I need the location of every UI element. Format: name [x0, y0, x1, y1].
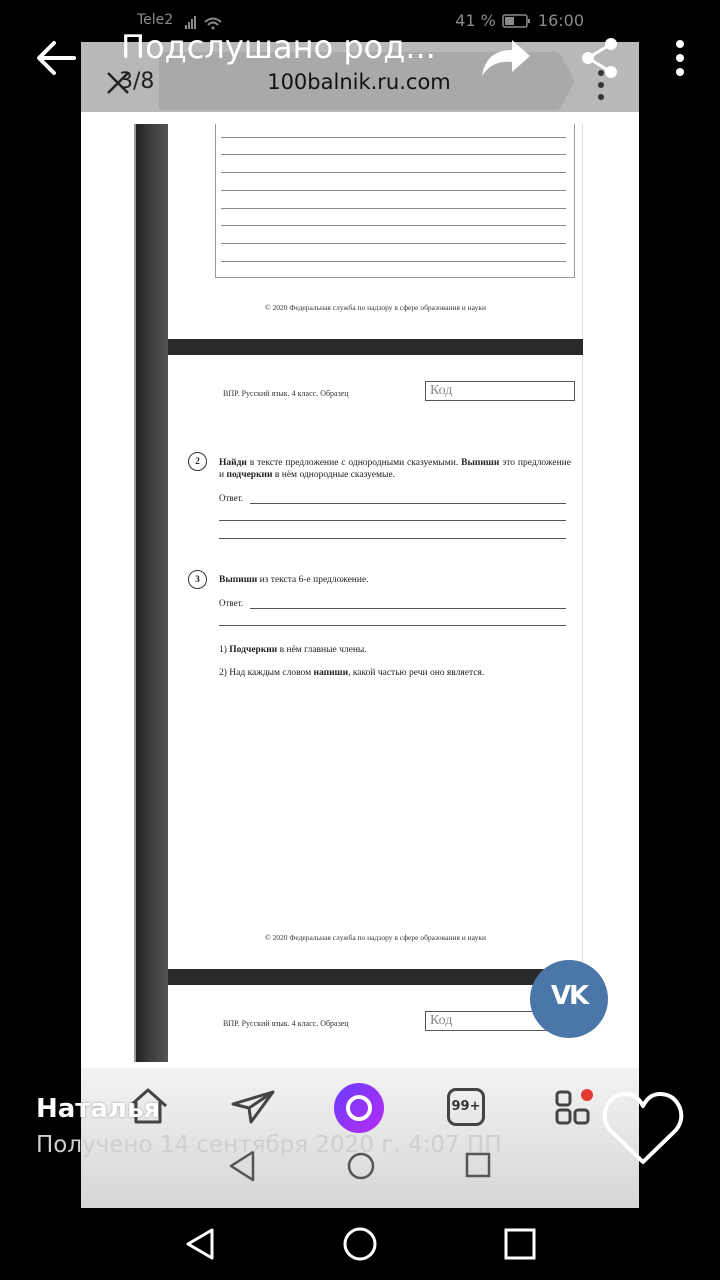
answer-label: Ответ. [219, 598, 244, 608]
copyright-1: © 2020 Федеральная служба по надзору в сфере образования и науки [264, 303, 487, 312]
page-divider [168, 969, 583, 985]
question-number: 2 [188, 452, 207, 471]
question-3-text: Выпиши из текста 6-е предложение. [219, 575, 369, 585]
received-timestamp: Получено 14 сентября 2020 г. 4:07 ПП [36, 1132, 502, 1158]
alice-assistant-icon[interactable] [334, 1083, 384, 1133]
copyright-2: © 2020 Федеральная служба по надзору в сфере образования и науки [264, 933, 487, 942]
clock: 16:00 [537, 11, 584, 30]
more-options-icon[interactable] [665, 38, 695, 82]
like-heart-icon[interactable] [600, 1090, 686, 1168]
tabs-count: 99+ [451, 1099, 481, 1114]
page-header: ВПР. Русский язык. 4 класс. Образец [223, 389, 349, 398]
answer-line [219, 538, 566, 539]
page-2 [168, 355, 583, 967]
image-viewer[interactable] [81, 42, 639, 1208]
system-home-icon[interactable] [340, 1224, 380, 1264]
vk-logo-icon: VK [550, 981, 588, 1011]
sender-name: Наталья [36, 1094, 161, 1124]
share-icon[interactable] [580, 36, 620, 80]
image-counter: 3/8 [119, 69, 155, 94]
url-text: 100balnik.ru.com [267, 70, 451, 94]
question-2-text: Найди в тексте предложение с однородными сказуемыми. Выпиши это предложение и подчеркни в нём однородные сказуемые. [219, 458, 571, 480]
subtask-2: 2) Над каждым словом напиши, какой частью речи оно является. [219, 668, 485, 678]
kod-label: Код [430, 383, 453, 398]
answer-line [250, 503, 566, 504]
apps-icon[interactable] [553, 1086, 597, 1130]
page-header: ВПР. Русский язык. 4 класс. Образец [223, 1019, 349, 1028]
page-1 [168, 124, 583, 337]
forward-icon[interactable] [478, 36, 532, 80]
kod-box [425, 381, 575, 401]
app-bar [0, 28, 720, 88]
page-3 [168, 985, 583, 1065]
vk-button[interactable] [530, 960, 608, 1038]
page-divider [168, 339, 583, 355]
answer-line [250, 608, 566, 609]
answer-line [219, 625, 566, 626]
binding-strip [136, 124, 168, 1062]
system-back-icon[interactable] [180, 1224, 220, 1264]
kod-label: Код [430, 1013, 453, 1028]
battery-percent: 41 % [455, 11, 496, 30]
send-icon[interactable] [231, 1088, 275, 1124]
post-title: Подслушано род... [121, 28, 436, 66]
system-recents-icon[interactable] [500, 1224, 540, 1264]
battery-icon [502, 13, 532, 29]
answer-label: Ответ. [219, 493, 244, 503]
carrier-label: Tele2 [137, 12, 174, 28]
answer-line [219, 520, 566, 521]
answer-lines-box [215, 124, 575, 278]
system-nav-bar [0, 1208, 720, 1280]
subtask-1: 1) Подчеркни в нём главные члены. [219, 645, 367, 655]
back-arrow-icon[interactable] [34, 36, 78, 80]
question-number: 3 [188, 570, 207, 589]
tabs-counter-icon[interactable] [447, 1088, 485, 1126]
